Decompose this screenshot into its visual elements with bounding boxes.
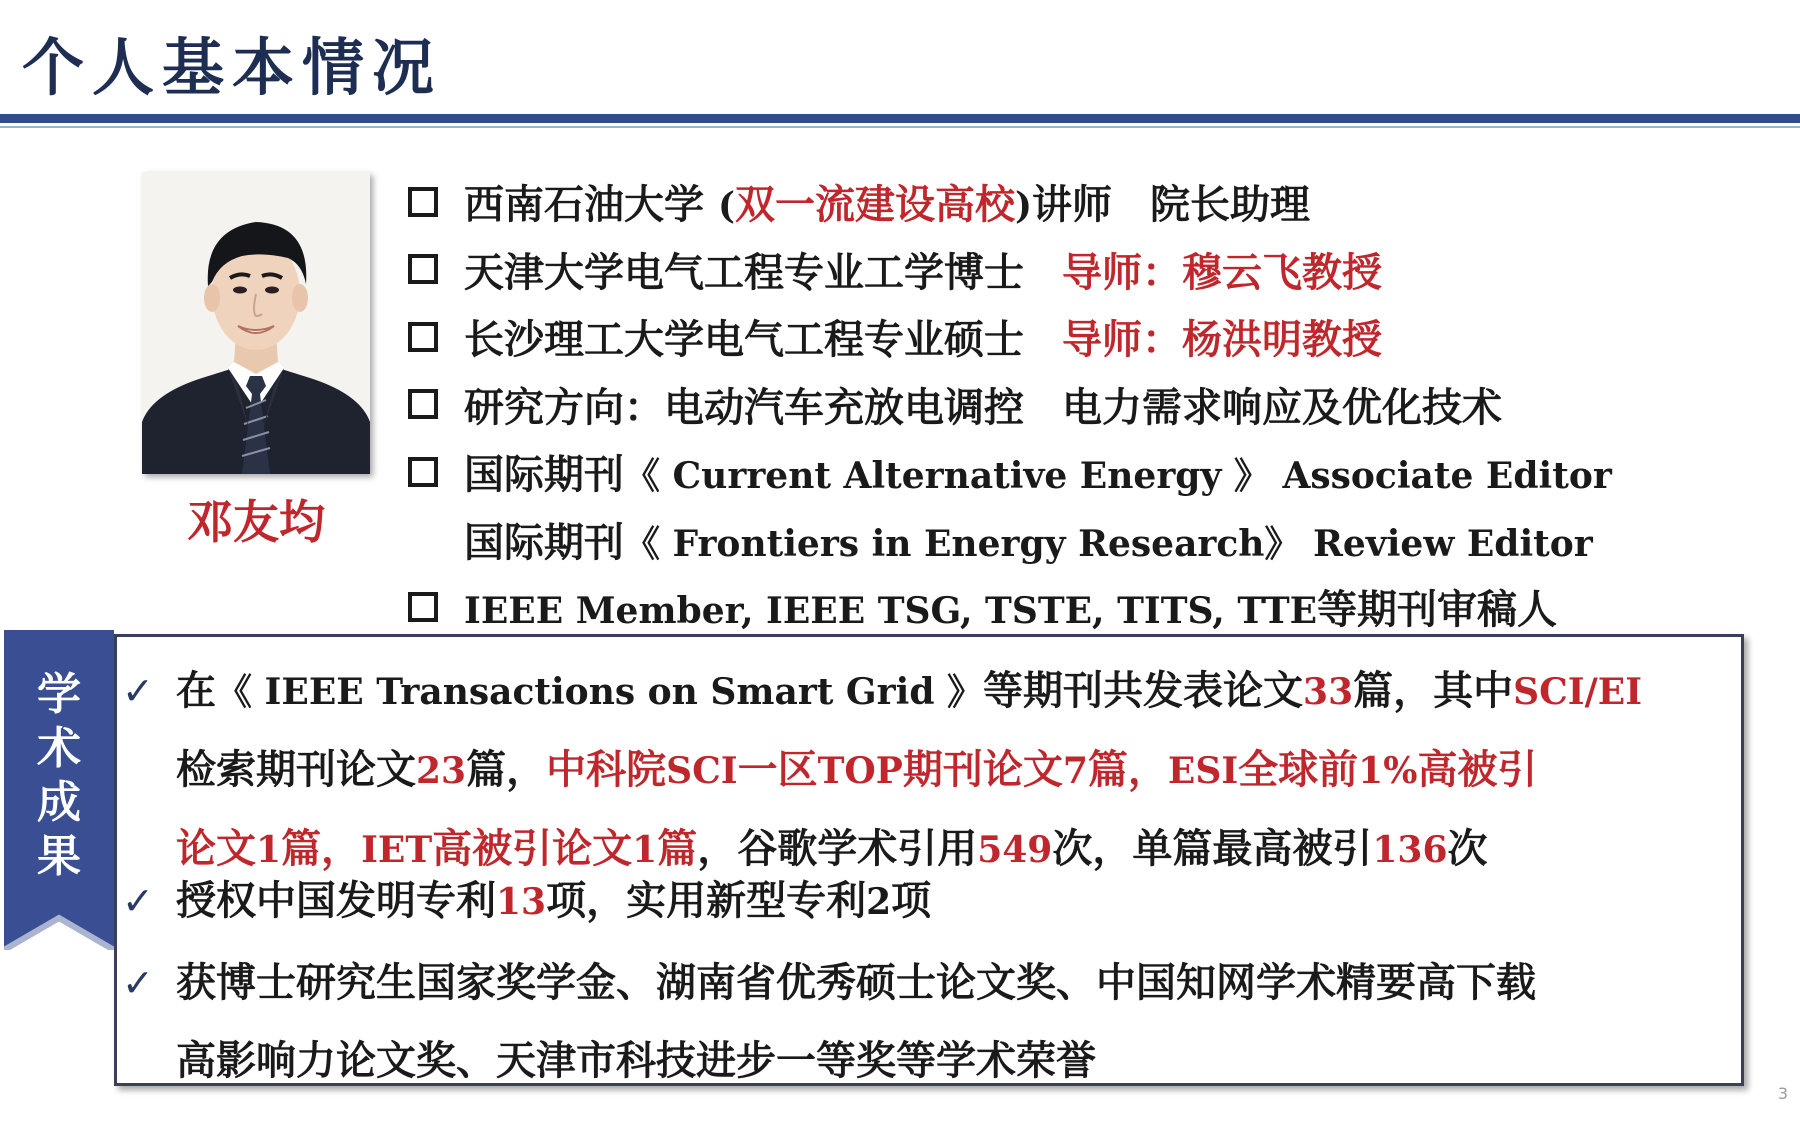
square-bullet-icon (408, 254, 438, 284)
info-item-text (464, 578, 1557, 635)
highlight-text: 全球前 (1238, 747, 1359, 793)
highlight-text: TOP (817, 750, 903, 792)
info-item-text (464, 308, 1382, 365)
highlight-text: 1% (1358, 750, 1418, 792)
achievements-ribbon-label (4, 668, 114, 884)
highlight-text: 高被引论文 (432, 826, 633, 872)
text-segment: 在 (176, 668, 216, 714)
portrait-illustration (142, 172, 370, 474)
text-segment: 讲师 (1032, 182, 1113, 229)
highlight-text: 导师：杨洪明教授 (1062, 317, 1382, 364)
square-bullet-icon (408, 389, 438, 419)
achievement-line (176, 731, 1742, 810)
text-segment: 等期刊共发表论文 (983, 668, 1304, 714)
text-segment: 篇，其中 (1353, 668, 1514, 714)
info-item (408, 573, 1608, 641)
text-segment: 授权中国发明专利 (176, 878, 496, 924)
highlight-text: 33 (1303, 671, 1354, 713)
text-segment: 国际期刊 (464, 519, 624, 566)
text-segment: 检索期刊论文 (176, 747, 416, 793)
ribbon-char: 果 (37, 831, 81, 882)
title-underline (0, 114, 1800, 123)
highlight-text: 1 (256, 829, 282, 871)
achievement-line (176, 944, 1742, 1022)
square-bullet-icon (408, 592, 438, 622)
text-segment: ( (717, 185, 735, 228)
text-segment: 篇， (466, 747, 547, 793)
info-item (408, 438, 1612, 506)
info-item-text (464, 511, 1593, 568)
info-item (408, 168, 1608, 236)
square-bullet-icon (408, 322, 438, 352)
highlight-text: 23 (416, 750, 467, 792)
square-bullet-icon (408, 457, 438, 487)
info-item (408, 236, 1608, 304)
text-segment: 电力需求响应及优化技术 (1062, 384, 1502, 431)
highlight-text: IET (361, 829, 433, 871)
text-segment: 项，实用新型专利 (546, 878, 867, 924)
text-segment: 2 (866, 881, 892, 923)
highlight-text: SCI/EI (1513, 671, 1643, 713)
page-title: 个人基本情况 (22, 31, 443, 104)
info-item (408, 303, 1608, 371)
highlight-text: 549 (977, 829, 1053, 871)
person-name: 邓友均 (187, 495, 325, 549)
text-segment: 研究方向：电动汽车充放电调控 (464, 384, 1024, 431)
achievement-text (122, 944, 1742, 1100)
text-segment: 获博士研究生国家奖学金、湖南省优秀硕士论文奖、中国知网学术精要高下载 (176, 960, 1536, 1006)
ribbon-char: 术 (37, 723, 81, 774)
text-segment: ，谷歌学术引用 (697, 826, 978, 872)
achievement-line (176, 652, 1742, 731)
highlight-text: 13 (496, 881, 547, 923)
portrait-photo (142, 172, 370, 474)
highlight-text: 篇， (1087, 747, 1168, 793)
achievement-line (176, 862, 1742, 941)
checkmark-icon: ✓ (122, 961, 154, 1005)
achievement-text (122, 652, 1742, 889)
achievement-line (176, 1022, 1742, 1100)
text-segment: IEEE Member, IEEE TSG, TSTE, TITS, TTE (464, 590, 1318, 633)
info-item-text (464, 443, 1612, 500)
highlight-text: 7 (1062, 750, 1088, 792)
text-segment: 等期刊审稿人 (1317, 587, 1558, 634)
square-bullet-icon (408, 187, 438, 217)
text-segment: 西南石油大学 (464, 182, 718, 229)
highlight-text: 篇， (281, 826, 362, 872)
text-segment: 高影响力论文奖、天津市科技进步一等奖等学术荣誉 (176, 1038, 1096, 1084)
highlight-text: 136 (1372, 829, 1448, 871)
highlight-text: 导师：穆云飞教授 (1062, 249, 1382, 296)
text-segment: 次，单篇最高被引 (1052, 826, 1373, 872)
highlight-text: 论文 (176, 826, 256, 872)
highlight-text: SCI (666, 750, 738, 792)
ribbon-char: 成 (37, 777, 81, 828)
info-item (408, 371, 1608, 439)
achievement-item (122, 944, 1742, 1100)
achievement-item (122, 652, 1742, 889)
text-segment: 《 IEEE Transactions on Smart Grid 》 (216, 671, 984, 713)
highlight-text: 高被引 (1417, 747, 1538, 793)
info-item (408, 506, 1608, 574)
info-item-text (464, 173, 1310, 230)
profile-info-list (408, 168, 1612, 641)
text-segment: 天津大学电气工程专业工学博士 (464, 249, 1024, 296)
text-segment: 《 Frontiers in Energy Research》 Review Editor (624, 522, 1593, 565)
highlight-text: 期刊论文 (902, 747, 1063, 793)
checkmark-icon: ✓ (122, 669, 154, 713)
text-segment: 次 (1447, 826, 1488, 872)
highlight-text: 篇 (657, 826, 698, 872)
highlight-text: 中科院 (546, 747, 667, 793)
text-segment: 《 Current Alternative Energy 》 Associate Editor (624, 455, 1612, 498)
checkmark-icon: ✓ (122, 879, 154, 923)
ribbon-char: 学 (37, 669, 81, 720)
achievement-text (122, 862, 1742, 941)
highlight-text: 一区 (737, 747, 818, 793)
achievement-item (122, 862, 1742, 941)
text-segment: 院长助理 (1150, 182, 1311, 229)
highlight-text: ESI (1167, 750, 1239, 792)
text-segment: 长沙理工大学电气工程专业硕士 (464, 317, 1024, 364)
title-underline-thin (0, 126, 1800, 128)
info-item-text (464, 241, 1382, 298)
text-segment: 国际期刊 (464, 452, 624, 499)
highlight-text: 1 (632, 829, 658, 871)
text-segment: 项 (891, 878, 932, 924)
page-number: 3 (1777, 1084, 1788, 1103)
text-segment: ) (1014, 185, 1033, 228)
highlight-text: 双一流建设高校 (734, 182, 1015, 229)
info-item-text (464, 376, 1502, 433)
